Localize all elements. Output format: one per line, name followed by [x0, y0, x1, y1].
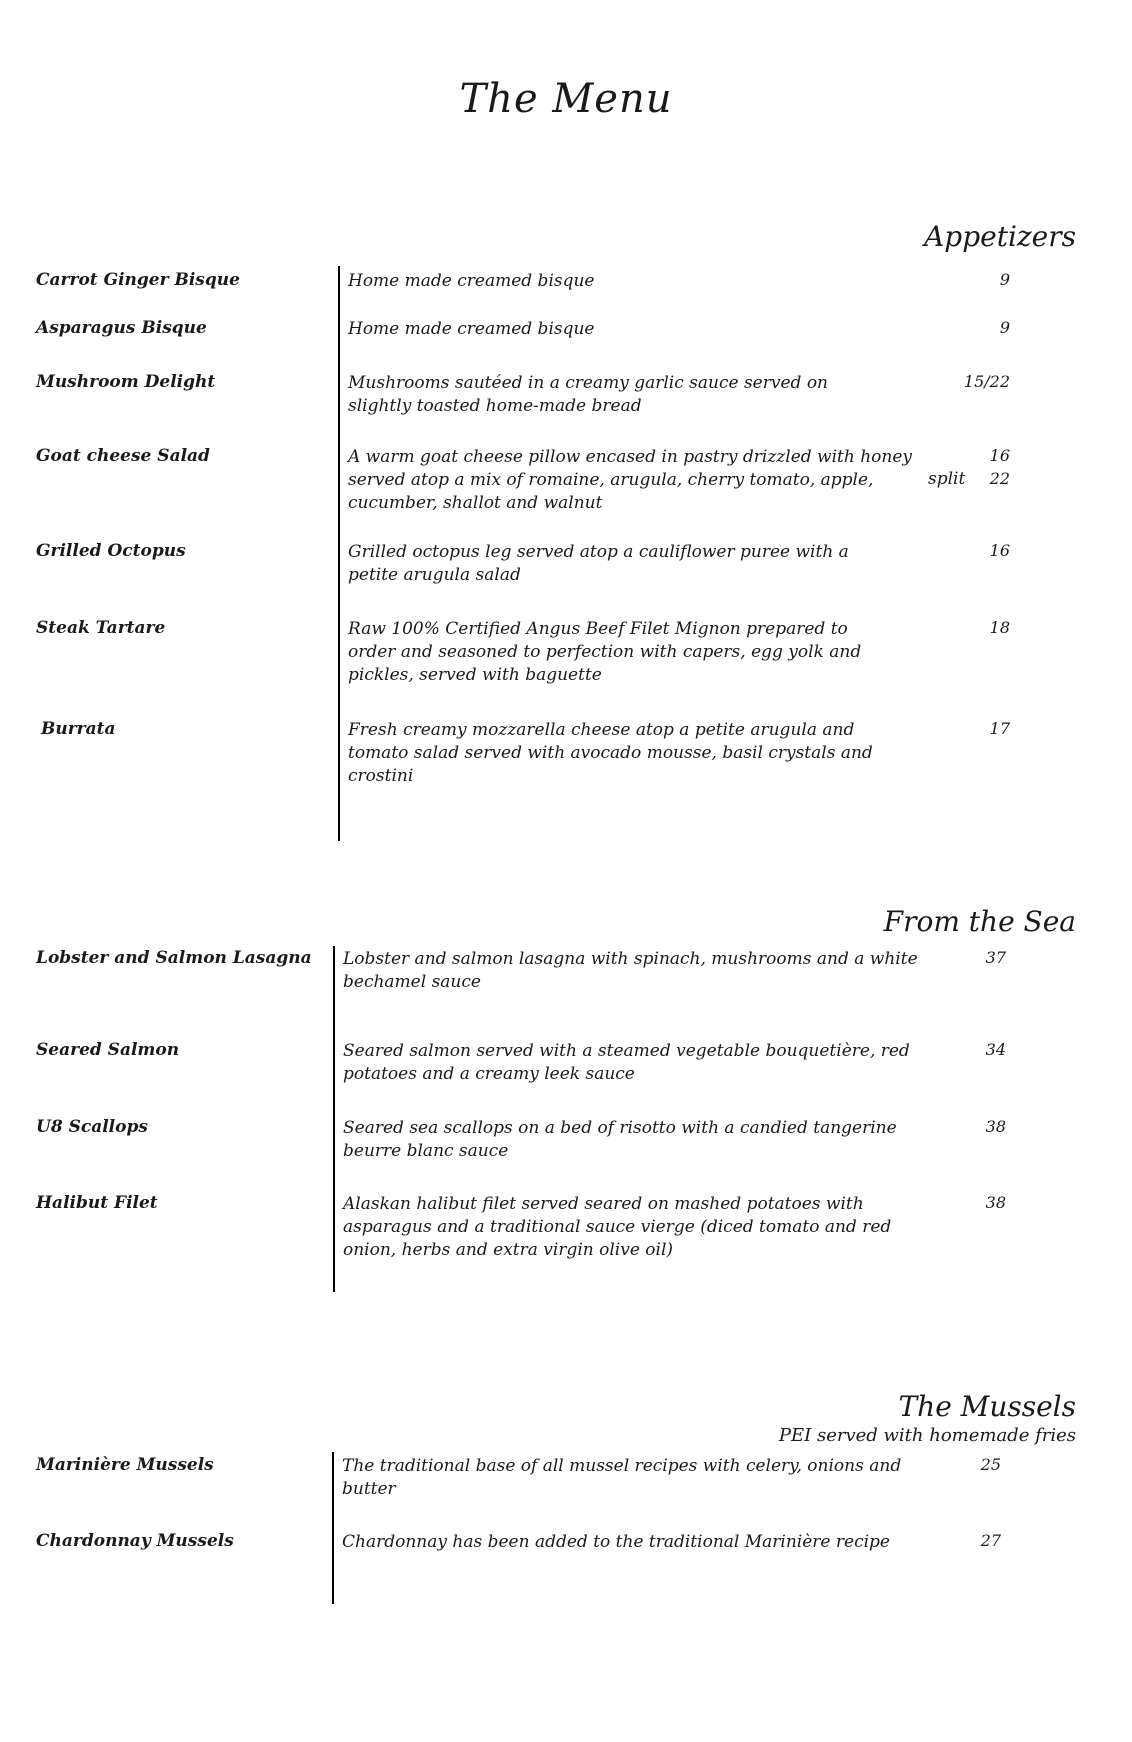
sea-title: From the Sea — [883, 905, 1076, 938]
item-name: Burrata — [41, 719, 116, 739]
item-price: 17 — [989, 719, 1010, 738]
item-name: Lobster and Salmon Lasagna — [36, 948, 312, 968]
item-name: Mushroom Delight — [36, 372, 216, 392]
item-description: Home made creamed bisque — [348, 271, 595, 291]
item-price: 9 — [999, 318, 1010, 337]
appetizers-title: Appetizers — [924, 220, 1076, 253]
item-description: Alaskan halibut filet served seared on mashed potatoes with asparagus and a traditional sauce vierge (diced tomato and red onion, herbs and extra virgin olive oil) — [343, 1194, 892, 1260]
item-name: Asparagus Bisque — [36, 318, 207, 338]
item-name: Goat cheese Salad — [36, 446, 210, 466]
item-description: Grilled octopus leg served atop a cauliflower puree with a petite arugula salad — [348, 542, 849, 585]
mussels-title: The Mussels — [898, 1390, 1076, 1423]
item-description: Lobster and salmon lasagna with spinach, mushrooms and a white bechamel sauce — [343, 949, 918, 992]
item-price: 38 — [985, 1193, 1006, 1212]
item-price: 18 — [989, 618, 1010, 637]
item-price: 9 — [999, 270, 1010, 289]
item-description: A warm goat cheese pillow encased in pastry drizzled with honey served atop a mix of romaine, arugula, cherry tomato, apple, cucumber, shallot and walnut — [348, 447, 913, 513]
sea-divider — [333, 946, 335, 1292]
appetizers-divider — [338, 266, 340, 841]
item-name: Chardonnay Mussels — [36, 1531, 234, 1551]
menu-title: The Menu — [459, 76, 673, 122]
item-description: Fresh creamy mozzarella cheese atop a petite arugula and tomato salad served with avocado mousse, basil crystals and crostini — [348, 720, 873, 786]
item-description: Home made creamed bisque — [348, 319, 595, 339]
item-description: Chardonnay has been added to the traditional Marinière recipe — [342, 1532, 890, 1552]
item-name: Halibut Filet — [36, 1193, 158, 1213]
item-price: 38 — [985, 1117, 1006, 1136]
item-price: 16 — [989, 446, 1010, 465]
item-description: Seared sea scallops on a bed of risotto with a candied tangerine beurre blanc sauce — [343, 1118, 897, 1161]
mussels-subtitle: PEI served with homemade fries — [778, 1425, 1076, 1446]
item-name: Marinière Mussels — [36, 1455, 214, 1475]
item-price: 25 — [980, 1455, 1001, 1474]
item-description: Mushrooms sautéed in a creamy garlic sauce served on slightly toasted home-made bread — [348, 373, 829, 416]
item-price: 16 — [989, 541, 1010, 560]
item-name: Seared Salmon — [36, 1040, 180, 1060]
split-price: 22 — [989, 469, 1010, 488]
item-price: 34 — [985, 1040, 1006, 1059]
item-price: 15/22 — [963, 372, 1010, 391]
mussels-divider — [332, 1452, 334, 1604]
item-name: U8 Scallops — [36, 1117, 148, 1137]
item-price: 37 — [985, 948, 1006, 967]
item-price: 27 — [980, 1531, 1001, 1550]
split-label: split — [928, 469, 966, 489]
item-description: Seared salmon served with a steamed vegetable bouquetière, red potatoes and a creamy leek sauce — [343, 1041, 910, 1084]
item-name: Grilled Octopus — [36, 541, 186, 561]
item-name: Steak Tartare — [36, 618, 166, 638]
item-description: Raw 100% Certified Angus Beef Filet Mignon prepared to order and seasoned to perfection with capers, egg yolk and pickles, served with baguette — [348, 619, 862, 685]
item-name: Carrot Ginger Bisque — [36, 270, 240, 290]
item-description: The traditional base of all mussel recipes with celery, onions and butter — [342, 1456, 902, 1499]
